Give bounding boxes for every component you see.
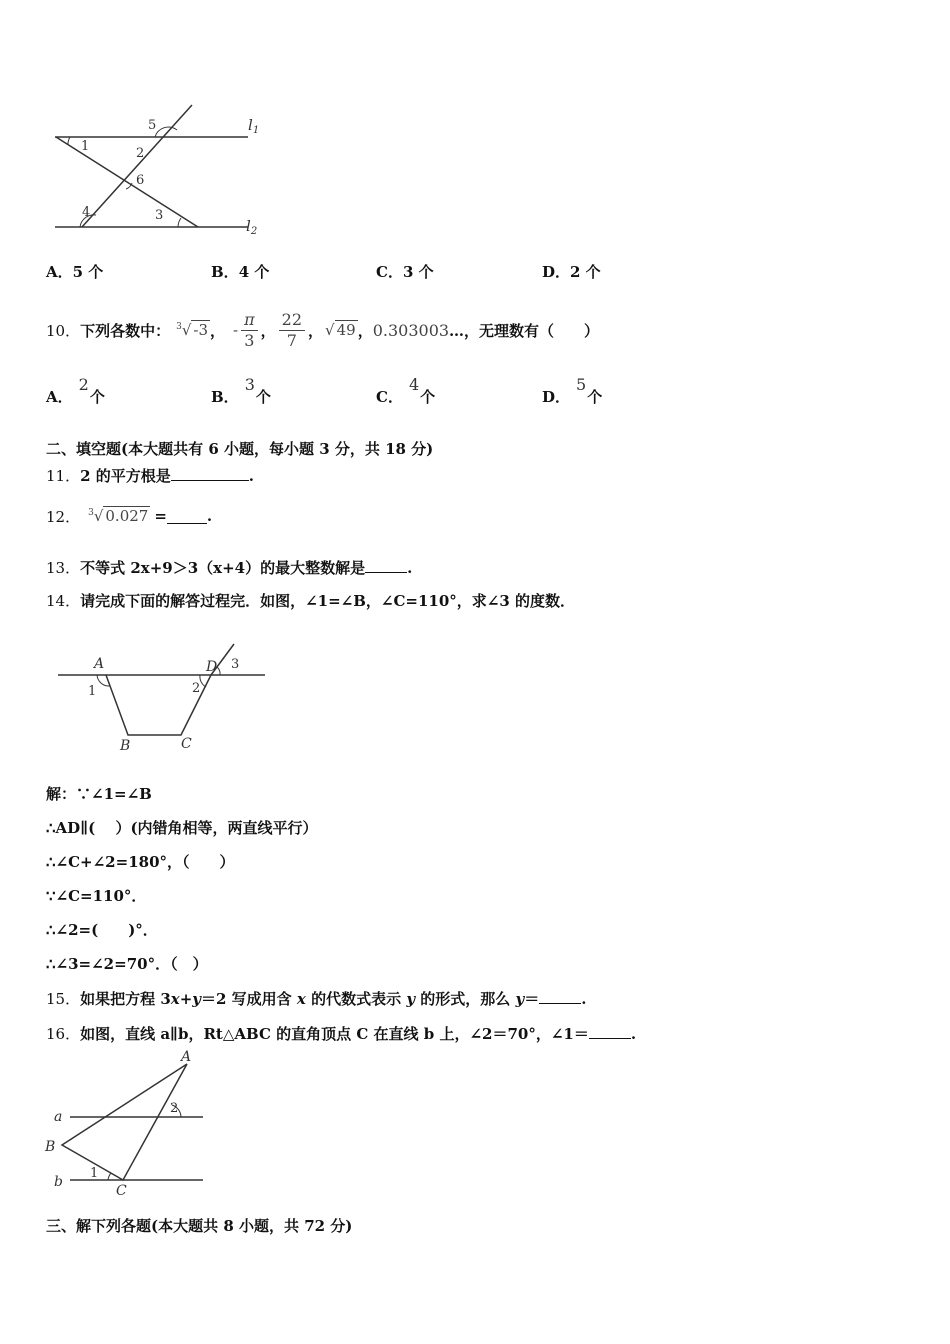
question-14: 14．请完成下面的解答过程完．如图，∠1=∠B，∠C=110°，求∠3 的度数． <box>46 592 576 610</box>
label-angle-3: 3 <box>231 657 240 672</box>
q10-option-c[interactable]: C．4个 <box>376 375 436 406</box>
transversal-2 <box>82 105 192 227</box>
figure-parallel-lines-angles <box>50 100 270 240</box>
figure-right-triangle <box>40 1045 220 1205</box>
q9-option-d[interactable]: D．2 个 <box>542 263 601 281</box>
q9-option-a[interactable]: A．5 个 <box>46 263 104 281</box>
label-l2: $l_2$ <box>246 217 258 237</box>
label-a: a <box>54 1109 63 1125</box>
q11-blank[interactable] <box>171 464 249 481</box>
question-10: 10． 下列各数中： $^3$√ -3 ， - $\frac{\pi}{3}$ ， $\frac{22}{7}$ ， √ 49 ， 0.303003 …，无理数有（ ） <box>46 309 600 350</box>
question-12: 12． $^3$√ 0.027 = . <box>46 507 213 526</box>
label-l1: $l_1$ <box>248 116 260 136</box>
label-D: D <box>206 659 218 675</box>
q10-decimal: 0.303003 <box>372 320 450 340</box>
angle-arc-5 <box>155 127 177 137</box>
label-angle-1: 1 <box>88 684 97 699</box>
label-angle-2: 2 <box>136 146 145 161</box>
solution-line-3: ∴∠C+∠2=180°，（ ） <box>46 853 235 871</box>
label-C: C <box>116 1183 127 1199</box>
angle-arc-3 <box>217 667 220 675</box>
transversal-1 <box>56 137 198 227</box>
solution-line-4: ∵∠C=110°． <box>46 887 147 905</box>
q13-blank[interactable] <box>365 556 407 573</box>
q10-option-b[interactable]: B．3个 <box>211 375 271 406</box>
label-angle-6: 6 <box>136 173 145 188</box>
label-A: A <box>94 656 105 672</box>
solution-line-1: 解：∵∠1=∠B <box>46 785 152 803</box>
solution-line-2: ∴AD∥( ）(内错角相等，两直线平行） <box>46 819 318 837</box>
label-C: C <box>181 736 192 752</box>
question-11: 11．2 的平方根是 . <box>46 464 254 486</box>
q12-cube-root: $^3$√ 0.027 <box>88 507 149 525</box>
label-b: b <box>54 1174 63 1190</box>
label-angle-4: 4 <box>82 205 91 220</box>
figure-trapezoid <box>50 640 280 755</box>
q10-tail: …，无理数有（ ） <box>449 321 600 340</box>
q9-option-b[interactable]: B．4 个 <box>211 263 270 281</box>
label-A: A <box>181 1049 192 1065</box>
q12-blank[interactable] <box>167 508 207 525</box>
label-B: B <box>45 1139 56 1155</box>
question-13: 13．不等式 2x+9＞3（x+4）的最大整数解是 . <box>46 556 412 578</box>
question-16: 16．如图，直线 a∥b，Rt△ABC 的直角顶点 C 在直线 b 上，∠2＝70°，∠1＝ . <box>46 1022 636 1044</box>
angle-arc-1 <box>108 1173 111 1180</box>
q16-blank[interactable] <box>589 1022 631 1039</box>
label-B: B <box>120 738 131 754</box>
angle-arc-1 <box>68 137 70 145</box>
q10-22-over-7: $\frac{22}{7}$ <box>279 310 305 351</box>
q10-pi-over-3: $\frac{\pi}{3}$ <box>241 310 258 351</box>
label-angle-2: 2 <box>170 1101 179 1116</box>
label-angle-5: 5 <box>148 118 157 133</box>
triangle-abc <box>62 1064 187 1180</box>
q9-option-c[interactable]: C．3 个 <box>376 263 434 281</box>
section-2-heading: 二、填空题(本大题共有 6 小题，每小题 3 分，共 18 分) <box>46 440 434 458</box>
label-angle-1: 1 <box>81 139 90 154</box>
label-angle-1: 1 <box>90 1166 99 1181</box>
label-angle-3: 3 <box>155 208 164 223</box>
label-angle-2: 2 <box>192 681 201 696</box>
section-3-heading: 三、解下列各题(本大题共 8 小题，共 72 分) <box>46 1217 353 1235</box>
angle-arc-3 <box>178 218 181 227</box>
q10-cube-root: $^3$√ -3 <box>176 321 209 339</box>
q10-number: 10． <box>46 321 81 340</box>
q10-lead: 下列各数中： <box>80 321 171 340</box>
solution-line-6: ∴∠3=∠2=70°．（ ） <box>46 955 208 973</box>
q10-option-d[interactable]: D．5个 <box>542 375 603 406</box>
q10-option-a[interactable]: A．2个 <box>46 375 105 406</box>
solution-line-5: ∴∠2=( )°． <box>46 921 158 939</box>
q15-blank[interactable] <box>539 987 581 1004</box>
q10-sqrt-49: √ 49 <box>325 321 356 339</box>
question-15: 15．如果把方程 3x+y＝2 写成用含 x 的代数式表示 y 的形式，那么 y＝ . <box>46 987 586 1009</box>
